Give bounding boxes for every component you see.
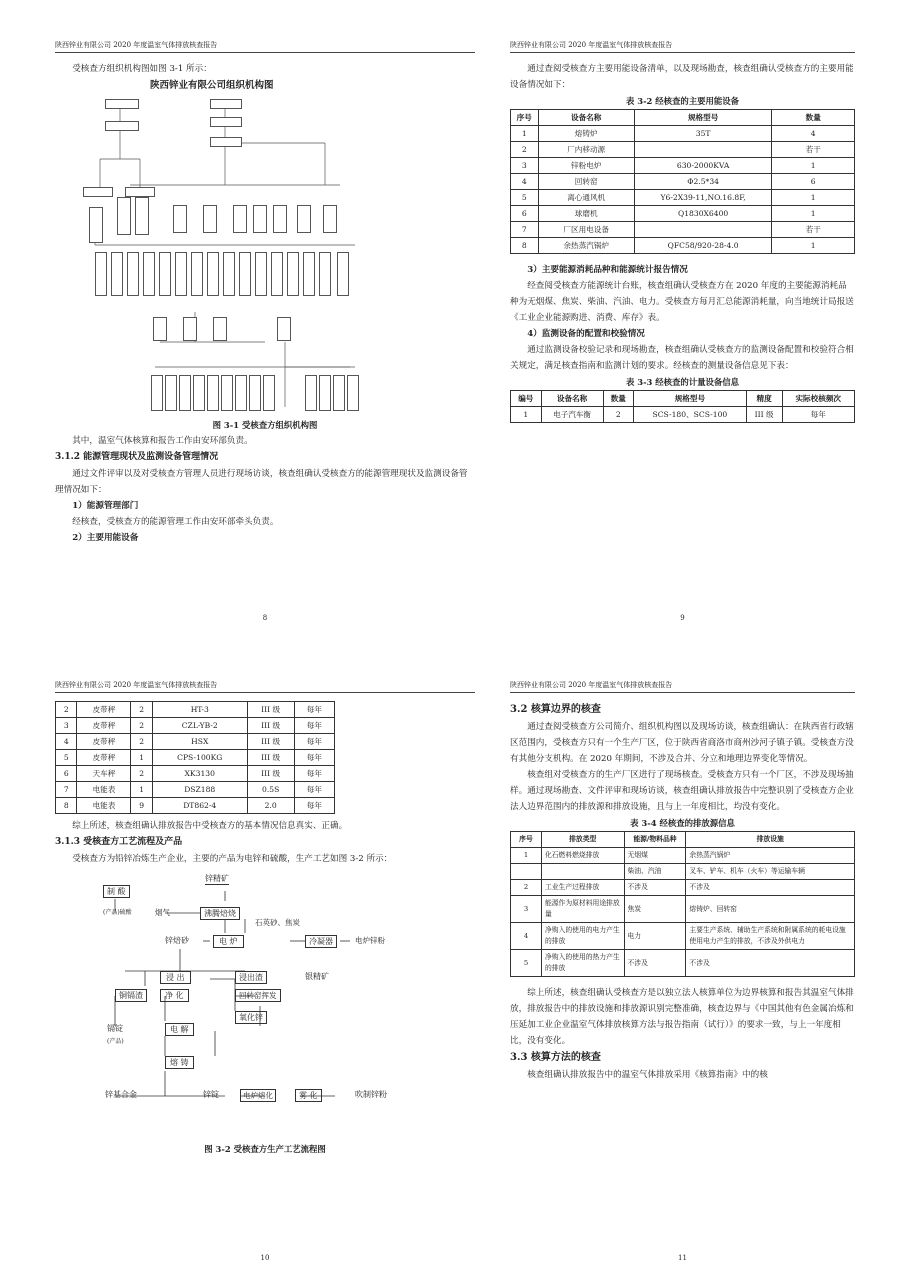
org-box <box>207 252 219 296</box>
org-box <box>151 375 163 411</box>
org-box <box>173 205 187 233</box>
table-cell: 2 <box>511 142 539 158</box>
meter-table-continued <box>55 701 335 814</box>
table-cell: DT862-4 <box>152 798 247 814</box>
flow-node-zinc-oxide: 氧化锌 <box>235 1011 267 1024</box>
org-box <box>105 121 139 131</box>
flow-node-condenser: 冷凝器 <box>305 935 337 948</box>
table-cell: 每年 <box>294 782 334 798</box>
flow-node-roasting: 沸腾焙烧 <box>200 907 240 920</box>
table-cell: 1 <box>772 190 855 206</box>
table-cell: 6 <box>511 206 539 222</box>
table-cell: CZL-YB-2 <box>152 718 247 734</box>
figure-caption: 图 3-1 受核查方组织机构图 <box>212 420 318 430</box>
table-cell: 工业生产过程排放 <box>541 880 624 896</box>
table-cell: Q1830X6400 <box>634 206 772 222</box>
table-cell <box>541 864 624 880</box>
table-cell: 球磨机 <box>538 206 634 222</box>
paragraph: 经核查，受核查方的能源管理工作由安环部牵头负责。 <box>72 517 279 527</box>
table-cell: 630-2000KVA <box>634 158 772 174</box>
paragraph: 其中，温室气体核算和报告工作由安环部负责。 <box>72 436 253 446</box>
table-cell: 6 <box>56 766 77 782</box>
table-cell: 若干 <box>772 142 855 158</box>
org-box <box>287 252 299 296</box>
table-cell: III 级 <box>247 766 294 782</box>
org-box <box>191 252 203 296</box>
table-header-row <box>511 110 855 126</box>
table-cell: 4 <box>56 734 77 750</box>
org-box <box>125 187 155 197</box>
flow-node-purification: 净 化 <box>160 989 189 1002</box>
flow-node-cadmium-ingot: 镉锭 <box>107 1024 123 1033</box>
org-box <box>323 205 337 233</box>
table-cell: 皮带秤 <box>77 718 131 734</box>
table-row <box>511 206 855 222</box>
table-cell: 每年 <box>782 407 854 423</box>
table-row <box>511 190 855 206</box>
org-box <box>233 205 247 233</box>
table-row <box>56 702 335 718</box>
table-cell: 不涉及 <box>686 950 855 977</box>
table-cell: 电力 <box>624 923 686 950</box>
table-cell: 6 <box>772 174 855 190</box>
table-row <box>511 142 855 158</box>
table-cell: 1 <box>511 848 542 864</box>
flow-node-induction-furnace: 电炉熔化 <box>240 1089 276 1102</box>
table-header: 序号 <box>511 110 539 126</box>
flow-node-zinc-ore: 锌精矿 <box>205 874 229 883</box>
process-flow-diagram <box>55 871 475 1141</box>
table-cell: 余热蒸汽锅炉 <box>538 238 634 254</box>
org-box <box>89 207 103 243</box>
table-cell: 每年 <box>294 798 334 814</box>
table-row <box>511 864 855 880</box>
org-box <box>210 137 242 147</box>
table-cell: 5 <box>511 950 542 977</box>
section-heading: 3.1.2 能源管理现状及监测设备管理情况 <box>55 452 219 462</box>
table-cell: 柴油、汽油 <box>624 864 686 880</box>
org-box <box>319 375 331 411</box>
flow-node-leaching: 浸 出 <box>160 971 191 984</box>
table-cell: III 级 <box>247 702 294 718</box>
table-cell: 1 <box>511 407 542 423</box>
table-cell: 皮带秤 <box>77 734 131 750</box>
paragraph: 核查组对受核查方的生产厂区进行了现场核查。受核查方只有一个厂区，不涉及现场抽样。通过现场勘查、文件评审和现场访谈，核查组确认排放报告中完整识别了受核查方企业法人边界范围内的排放源和排放设施，且与上一年度相比，均没有变化。 <box>510 770 854 812</box>
paragraph: 经查阅受核查方能源统计台账，核查组确认受核查方在 2020 年度的主要能源消耗品种为无烟煤、焦炭、柴油、汽油、电力。受核查方每月汇总能源消耗量，向当地统计局报送《工业企业能源购进、消费、库存》表。 <box>510 281 854 323</box>
org-box <box>127 252 139 296</box>
paragraph: 通过监测设备校验记录和现场勘查，核查组确认受核查方的监测设备配置和校验符合相关规定，满足核查指南和监测计划的要求。经核查的测量设备信息见下表： <box>510 345 854 371</box>
table-cell: SCS-180、SCS-100 <box>634 407 747 423</box>
table-row <box>511 848 855 864</box>
table-cell: 无烟煤 <box>624 848 686 864</box>
table-header: 数量 <box>603 391 634 407</box>
table-cell: 1 <box>131 750 152 766</box>
paragraph: 综上所述，核查组确认受核查方是以独立法人核算单位为边界核算和报告其温室气体排放，排放报告中的排放设施和排放源识别完整准确，核查边界与《中国其他有色金属冶炼和压延加工业企业温室气体排放核算方法与报告指南（试行）》的要求一致，与上一年度相比，没有变化。 <box>510 988 854 1046</box>
paragraph: 通过查阅受核查方主要用能设备清单，以及现场勘查，核查组确认受核查方的主要用能设备情况如下： <box>510 64 854 90</box>
page-header: 陕西锌业有限公司 2020 年度温室气体排放核查报告 <box>55 40 475 53</box>
table-cell: 锌粉电炉 <box>538 158 634 174</box>
table-cell: 净购入的使用的电力产生的排放 <box>541 923 624 950</box>
page-header: 陕西锌业有限公司 2020 年度温室气体排放核查报告 <box>510 680 855 693</box>
table-cell: 0.5S <box>247 782 294 798</box>
table-row <box>511 238 855 254</box>
table-cell: 离心通风机 <box>538 190 634 206</box>
table-cell: 3 <box>511 896 542 923</box>
table-row <box>511 126 855 142</box>
page-11 <box>510 680 855 1280</box>
flow-node-product-label: (产品) <box>107 1038 124 1045</box>
table-cell <box>511 864 542 880</box>
org-box <box>111 252 123 296</box>
org-box <box>153 317 167 341</box>
flow-node-calcine: 锌焙砂 <box>165 936 189 945</box>
page-10 <box>55 680 475 1280</box>
table-cell: CPS-100KG <box>152 750 247 766</box>
org-box <box>239 252 251 296</box>
table-cell: 8 <box>56 798 77 814</box>
table-cell: 1 <box>772 206 855 222</box>
table-cell: 熔铸炉、回转窑 <box>686 896 855 923</box>
subheading: 4）监测设备的配置和校验情况 <box>527 329 645 339</box>
org-box <box>135 197 149 235</box>
table-cell: 皮带秤 <box>77 750 131 766</box>
org-box <box>95 252 107 296</box>
table-cell: 2 <box>511 880 542 896</box>
table-cell: 每年 <box>294 718 334 734</box>
flow-node-casting: 熔 铸 <box>165 1056 194 1069</box>
flow-node-zinc-alloy: 锌基合金 <box>105 1090 137 1099</box>
table-cell: 2 <box>131 766 152 782</box>
figure-caption: 图 3-2 受核查方生产工艺流程图 <box>204 1144 326 1154</box>
section-heading: 3.3 核算方法的核查 <box>510 1052 601 1063</box>
org-box <box>83 187 113 197</box>
page-number: 11 <box>678 1254 687 1262</box>
table-cell: 2.0 <box>247 798 294 814</box>
flow-node-blown-zinc-powder: 吹制锌粉 <box>355 1090 387 1099</box>
table-cell: 9 <box>131 798 152 814</box>
table-cell: 化石燃料燃烧排放 <box>541 848 624 864</box>
table-header: 能源/物料品种 <box>624 832 686 848</box>
org-box <box>305 375 317 411</box>
page-8 <box>55 40 475 640</box>
org-box <box>159 252 171 296</box>
table-cell: HT-3 <box>152 702 247 718</box>
table-cell: 7 <box>56 782 77 798</box>
org-box <box>210 99 242 109</box>
table-cell: 5 <box>56 750 77 766</box>
table-cell: 净购入的使用的热力产生的排放 <box>541 950 624 977</box>
table-header-row <box>511 832 855 848</box>
emission-source-table <box>510 831 855 977</box>
table-cell: 叉车、铲车、机车（火车）等运输车辆 <box>686 864 855 880</box>
org-box <box>255 252 267 296</box>
org-box <box>235 375 247 411</box>
org-box <box>223 252 235 296</box>
flow-node-acid-product: (产品)硫酸 <box>103 909 132 916</box>
table-cell: 每年 <box>294 734 334 750</box>
flow-node-silver-concentrate: 银精矿 <box>305 972 329 981</box>
table-cell: 2 <box>131 718 152 734</box>
table-cell: 2 <box>131 702 152 718</box>
table-row <box>511 950 855 977</box>
table-cell: 35T <box>634 126 772 142</box>
org-box <box>221 375 233 411</box>
table-cell: 电能表 <box>77 782 131 798</box>
org-box <box>253 205 267 233</box>
table-cell <box>634 222 772 238</box>
table-row <box>56 766 335 782</box>
table-cell <box>634 142 772 158</box>
org-chart <box>55 77 475 417</box>
org-box <box>193 375 205 411</box>
flow-node-flue-gas: 烟气 <box>155 908 170 917</box>
flow-node-sulfuric-acid: 制 酸 <box>103 885 130 898</box>
table-row <box>511 923 855 950</box>
table-cell: 每年 <box>294 702 334 718</box>
section-heading: 3.1.3 受核查方工艺流程及产品 <box>55 837 183 847</box>
table-cell: 5 <box>511 190 539 206</box>
table-cell: 8 <box>511 238 539 254</box>
table-cell: 3 <box>511 158 539 174</box>
table-cell: 能源作为原材料用途排放量 <box>541 896 624 923</box>
table-cell: 1 <box>511 126 539 142</box>
table-cell: 皮带秤 <box>77 702 131 718</box>
page-number: 10 <box>260 1254 270 1262</box>
table-header: 编号 <box>511 391 542 407</box>
org-box <box>117 197 131 235</box>
table-cell: III 级 <box>247 750 294 766</box>
table-header-row <box>511 391 855 407</box>
table-cell: 电子汽车衡 <box>541 407 603 423</box>
paragraph: 通过查阅受核查方公司简介、组织机构图以及现场访谈，核查组确认：在陕西省行政辖区范围内，受核查方只有一个生产厂区，位于陕西省商洛市商州沙河子镇子镇。受核查方没有其他分支机构。在 2020 年期间，不涉及合并、分立和地理边界变化等情况。 <box>510 722 854 764</box>
page-header: 陕西锌业有限公司 2020 年度温室气体排放核查报告 <box>55 680 475 693</box>
table-cell: QFC58/920-28-4.0 <box>634 238 772 254</box>
flow-node-electrolysis: 电 解 <box>165 1023 194 1036</box>
table-cell: 每年 <box>294 750 334 766</box>
flow-node-quartz: 石英砂、焦炭 <box>255 918 300 927</box>
org-box <box>297 205 311 233</box>
table-row <box>511 222 855 238</box>
org-box <box>347 375 359 411</box>
flow-node-electric-furnace: 电 炉 <box>213 935 244 948</box>
table-cell: 电能表 <box>77 798 131 814</box>
paragraph: 通过文件评审以及对受核查方管理人员进行现场访谈，核查组确认受核查方的能源管理现状及监测设备管理情况如下： <box>55 469 468 495</box>
table-cell: III 级 <box>247 734 294 750</box>
table-cell: 余热蒸汽锅炉 <box>686 848 855 864</box>
table-cell: 1 <box>772 158 855 174</box>
table-cell: 不涉及 <box>624 950 686 977</box>
org-chart-title: 陕西锌业有限公司组织机构图 <box>150 80 274 91</box>
table-cell: 2 <box>131 734 152 750</box>
table-header: 设备名称 <box>541 391 603 407</box>
paragraph: 受核查方为铅锌冶炼生产企业，主要的产品为电锌和硫酸，生产工艺如图 3-2 所示： <box>72 854 393 864</box>
flow-node-atomization: 雾 化 <box>295 1089 322 1102</box>
org-box <box>271 252 283 296</box>
org-box <box>175 252 187 296</box>
table-cell: 厂内移动源 <box>538 142 634 158</box>
table-cell: Φ2.5*34 <box>634 174 772 190</box>
table-row <box>511 407 855 423</box>
table-header: 数量 <box>772 110 855 126</box>
table-row <box>511 880 855 896</box>
table-cell: 2 <box>603 407 634 423</box>
table-cell: 4 <box>772 126 855 142</box>
table-row <box>56 750 335 766</box>
page-number: 9 <box>680 614 685 622</box>
table-caption: 表 3-2 经核查的主要用能设备 <box>625 96 740 106</box>
table-cell: 4 <box>511 923 542 950</box>
org-box <box>143 252 155 296</box>
org-box <box>203 205 217 233</box>
table-cell: Y6-2X39-11,NO.16.8F, <box>634 190 772 206</box>
org-box <box>207 375 219 411</box>
table-cell: 若干 <box>772 222 855 238</box>
table-cell: 4 <box>511 174 539 190</box>
flow-node-zinc-powder: 电炉锌粉 <box>355 936 385 945</box>
table-cell: DSZ188 <box>152 782 247 798</box>
org-box <box>273 205 287 233</box>
table-cell: 3 <box>56 718 77 734</box>
table-cell: 天车秤 <box>77 766 131 782</box>
org-box <box>333 375 345 411</box>
flow-node-zinc-ingot: 锌锭 <box>203 1090 219 1099</box>
table-cell: 1 <box>772 238 855 254</box>
table-row <box>56 718 335 734</box>
table-cell: 熔铸炉 <box>538 126 634 142</box>
table-caption: 表 3-4 经核查的排放源信息 <box>630 818 735 828</box>
table-header: 精度 <box>746 391 782 407</box>
section-heading: 3.2 核算边界的核查 <box>510 704 601 715</box>
table-header: 规格型号 <box>634 110 772 126</box>
org-box <box>183 317 197 341</box>
subheading: 3）主要能源消耗品种和能源统计报告情况 <box>527 265 688 275</box>
table-header: 实际校核频次 <box>782 391 854 407</box>
org-box <box>165 375 177 411</box>
table-header: 排放设施 <box>686 832 855 848</box>
table-cell: 焦炭 <box>624 896 686 923</box>
table-header: 排放类型 <box>541 832 624 848</box>
table-cell: III 级 <box>746 407 782 423</box>
org-box <box>105 99 139 109</box>
org-box <box>213 317 227 341</box>
flow-node-kiln: 回转窑挥发 <box>235 989 281 1002</box>
subheading: 1）能源管理部门 <box>72 501 139 511</box>
org-box <box>210 117 242 127</box>
table-cell: HSX <box>152 734 247 750</box>
page-9 <box>510 40 855 640</box>
table-cell: 不涉及 <box>624 880 686 896</box>
table-cell: XK3130 <box>152 766 247 782</box>
table-row <box>511 174 855 190</box>
org-box <box>263 375 275 411</box>
table-cell: 回转窑 <box>538 174 634 190</box>
flow-node-copper-cadmium: 铜镉渣 <box>115 989 147 1002</box>
table-cell: 7 <box>511 222 539 238</box>
table-cell: 不涉及 <box>686 880 855 896</box>
org-box <box>179 375 191 411</box>
page-number: 8 <box>262 614 268 622</box>
table-cell: 2 <box>56 702 77 718</box>
org-box <box>277 317 291 341</box>
table-header: 规格型号 <box>634 391 747 407</box>
table-row <box>56 782 335 798</box>
table-row <box>56 798 335 814</box>
table-cell: 每年 <box>294 766 334 782</box>
table-row <box>56 734 335 750</box>
paragraph: 核查组确认排放报告中的温室气体排放采用《核算指南》中的核 <box>527 1070 768 1080</box>
paragraph: 综上所述，核查组确认排放报告中受核查方的基本情况信息真实、正确。 <box>72 821 348 831</box>
table-cell: 主要生产系统、辅助生产系统和附属系统的耗电设施使用电力产生的排放，不涉及外供电力 <box>686 923 855 950</box>
table-caption: 表 3-3 经核查的计量设备信息 <box>625 377 740 387</box>
table-header: 序号 <box>511 832 542 848</box>
intro-text: 受核查方组织机构图如图 3-1 所示： <box>72 64 212 74</box>
equipment-table <box>510 109 855 254</box>
table-cell: 1 <box>131 782 152 798</box>
org-box <box>249 375 261 411</box>
meter-table <box>510 390 855 423</box>
table-row <box>511 158 855 174</box>
page-header: 陕西锌业有限公司 2020 年度温室气体排放核查报告 <box>510 40 855 53</box>
org-box <box>337 252 349 296</box>
table-cell: III 级 <box>247 718 294 734</box>
table-cell: 厂区用电设备 <box>538 222 634 238</box>
table-row <box>511 896 855 923</box>
subheading: 2）主要用能设备 <box>72 533 139 543</box>
org-box <box>319 252 331 296</box>
flow-node-leach-residue: 浸出渣 <box>235 971 267 984</box>
table-header: 设备名称 <box>538 110 634 126</box>
org-box <box>303 252 315 296</box>
